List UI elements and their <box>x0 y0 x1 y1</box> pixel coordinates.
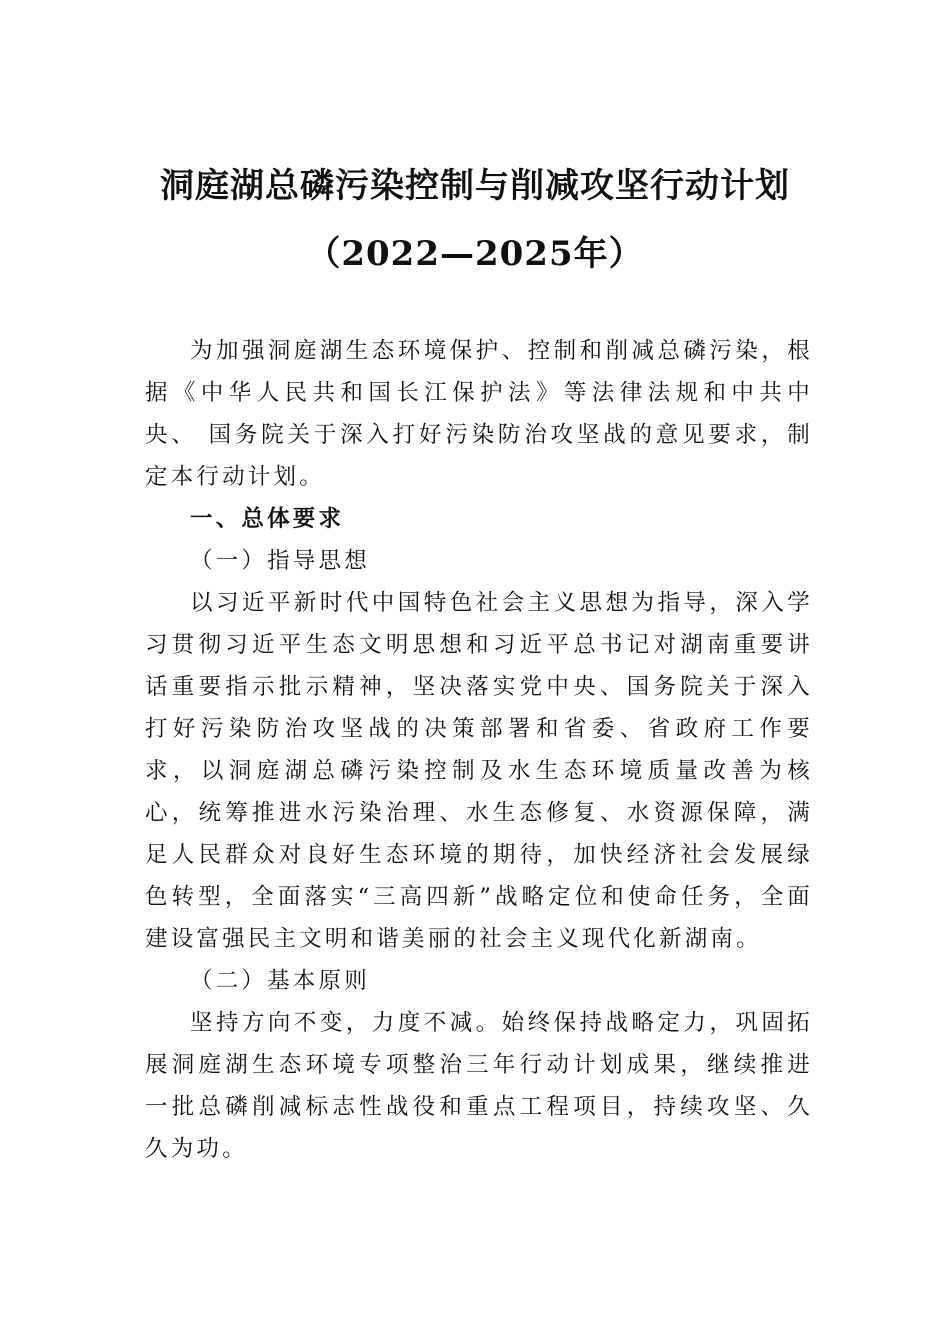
document-body <box>145 330 813 1170</box>
document-subtitle: （2022—2025年） <box>306 234 644 274</box>
basic-principles-paragraph: 坚持方向不变，力度不减。始终保持战略定力，巩固拓展洞庭湖生态环境专项整治三年行动计划成果，继续推进一批总磷削减标志性战役和重点工程项目，持续攻坚、久久为功。 <box>145 1010 813 1162</box>
subsection-heading-basic-principles: （二）基本原则 <box>190 968 370 994</box>
section-heading-general-requirements: 一、总体要求 <box>190 506 345 532</box>
guiding-ideology-paragraph: 以习近平新时代中国特色社会主义思想为指导，深入学习贯彻习近平生态文明思想和习近平总书记对湖南重要讲话重要指示批示精神，坚决落实党中央、国务院关于深入打好污染防治攻坚战的决策部署和省委、省政府工作要求，以洞庭湖总磷污染控制及水生态环境质量改善为核心，统筹推进水污染治理、水生态修复、水资源保障，满足人民群众对良好生态环境的期待，加快经济社会发展绿色转型，全面落实“三高四新”战略定位和使命任务，全面建设富强民主文明和谐美丽的社会主义现代化新湖南。 <box>145 590 813 952</box>
intro-paragraph: 为加强洞庭湖生态环境保护、控制和削减总磷污染，根据《中华人民共和国长江保护法》等法律法规和中共中央、 国务院关于深入打好污染防治攻坚战的意见要求，制定本行动计划。 <box>145 338 813 490</box>
document-title: 洞庭湖总磷污染控制与削减攻坚行动计划 <box>160 166 790 206</box>
subsection-heading-guiding-ideology: （一）指导思想 <box>190 548 370 574</box>
